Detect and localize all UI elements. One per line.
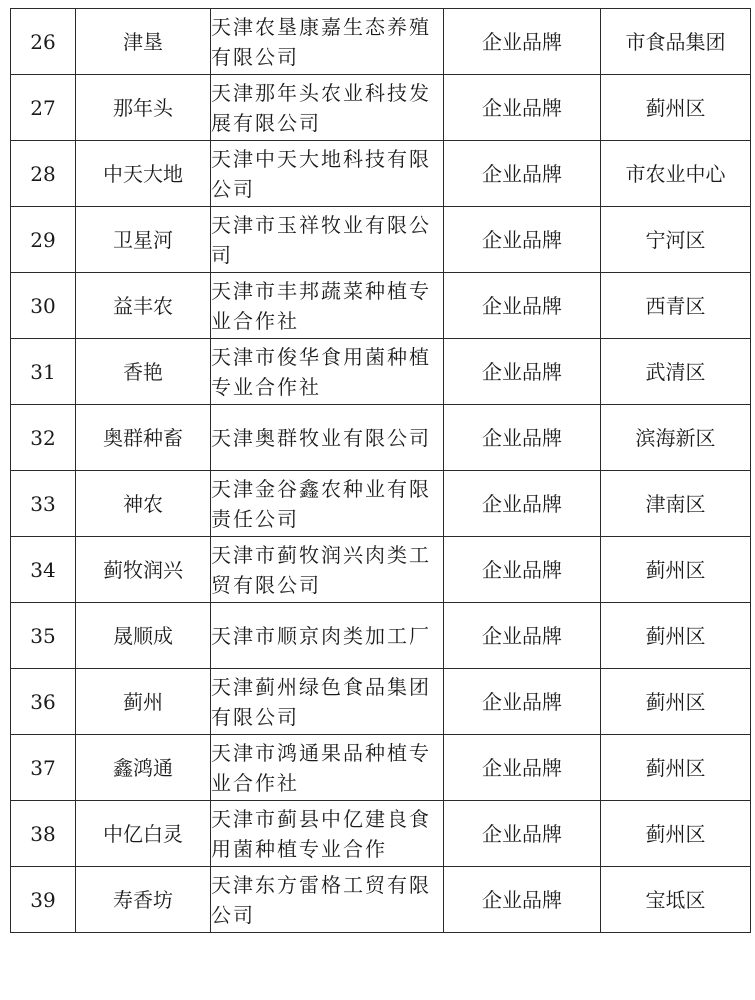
region: 西青区 [601,273,751,339]
table-row [11,867,751,933]
company-name-text: 天津蓟州绿色食品集团有限公司 [211,674,431,729]
table-row [11,405,751,471]
brand-name: 中天大地 [76,141,211,207]
brand-type: 企业品牌 [444,669,601,735]
brand-name: 鑫鸿通 [76,735,211,801]
region: 市农业中心 [601,141,751,207]
company-name [211,603,444,669]
brand-type: 企业品牌 [444,537,601,603]
region: 蓟州区 [601,801,751,867]
company-name [211,75,444,141]
row-number: 30 [11,273,76,339]
row-number: 38 [11,801,76,867]
brand-type: 企业品牌 [444,405,601,471]
region: 津南区 [601,471,751,537]
row-number: 28 [11,141,76,207]
company-name [211,669,444,735]
company-name [211,273,444,339]
brand-type: 企业品牌 [444,141,601,207]
company-name [211,339,444,405]
row-number: 31 [11,339,76,405]
row-number: 26 [11,9,76,75]
brand-table-body [11,9,751,933]
company-name [211,207,444,273]
row-number: 35 [11,603,76,669]
table-row [11,75,751,141]
region: 蓟州区 [601,669,751,735]
row-number: 34 [11,537,76,603]
row-number: 33 [11,471,76,537]
company-name-text: 天津奥群牧业有限公司 [211,425,431,450]
company-name-text: 天津市蓟县中亿建良食用菌种植专业合作 [211,806,431,861]
brand-type: 企业品牌 [444,603,601,669]
brand-type: 企业品牌 [444,801,601,867]
company-name [211,141,444,207]
brand-type: 企业品牌 [444,75,601,141]
company-name-text: 天津市鸿通果品种植专业合作社 [211,740,431,795]
brand-name: 卫星河 [76,207,211,273]
table-row [11,339,751,405]
company-name-text: 天津那年头农业科技发展有限公司 [211,80,431,135]
company-name-text: 天津中天大地科技有限公司 [211,146,431,201]
company-name [211,735,444,801]
region: 宁河区 [601,207,751,273]
brand-type: 企业品牌 [444,471,601,537]
company-name-text: 天津农垦康嘉生态养殖有限公司 [211,14,431,69]
row-number: 27 [11,75,76,141]
company-name-text: 天津市蓟牧润兴肉类工贸有限公司 [211,542,431,597]
brand-table [10,8,751,933]
brand-name: 蓟牧润兴 [76,537,211,603]
company-name [211,867,444,933]
company-name-text: 天津市丰邦蔬菜种植专业合作社 [211,278,431,333]
brand-type: 企业品牌 [444,867,601,933]
brand-type: 企业品牌 [444,9,601,75]
brand-type: 企业品牌 [444,207,601,273]
region: 武清区 [601,339,751,405]
region: 蓟州区 [601,537,751,603]
table-row [11,141,751,207]
brand-name: 香艳 [76,339,211,405]
company-name [211,471,444,537]
region: 蓟州区 [601,735,751,801]
company-name [211,537,444,603]
brand-name: 寿香坊 [76,867,211,933]
brand-name: 晟顺成 [76,603,211,669]
region: 蓟州区 [601,603,751,669]
row-number: 39 [11,867,76,933]
region: 蓟州区 [601,75,751,141]
row-number: 29 [11,207,76,273]
brand-name: 那年头 [76,75,211,141]
brand-name: 蓟州 [76,669,211,735]
table-row [11,801,751,867]
region: 市食品集团 [601,9,751,75]
brand-type: 企业品牌 [444,273,601,339]
brand-name: 益丰农 [76,273,211,339]
brand-type: 企业品牌 [444,339,601,405]
table-row [11,603,751,669]
table-row [11,735,751,801]
region: 滨海新区 [601,405,751,471]
table-row [11,9,751,75]
table-row [11,471,751,537]
company-name-text: 天津市玉祥牧业有限公司 [211,212,431,267]
row-number: 37 [11,735,76,801]
brand-name: 中亿白灵 [76,801,211,867]
company-name [211,405,444,471]
company-name-text: 天津市俊华食用菌种植专业合作社 [211,344,431,399]
brand-name: 津垦 [76,9,211,75]
row-number: 32 [11,405,76,471]
table-row [11,669,751,735]
row-number: 36 [11,669,76,735]
brand-name: 奥群种畜 [76,405,211,471]
table-row [11,273,751,339]
table-row [11,537,751,603]
company-name [211,801,444,867]
company-name-text: 天津市顺京肉类加工厂 [211,623,431,648]
region: 宝坻区 [601,867,751,933]
brand-name: 神农 [76,471,211,537]
company-name-text: 天津东方雷格工贸有限公司 [211,872,431,927]
brand-type: 企业品牌 [444,735,601,801]
company-name-text: 天津金谷鑫农种业有限责任公司 [211,476,431,531]
company-name [211,9,444,75]
table-row [11,207,751,273]
